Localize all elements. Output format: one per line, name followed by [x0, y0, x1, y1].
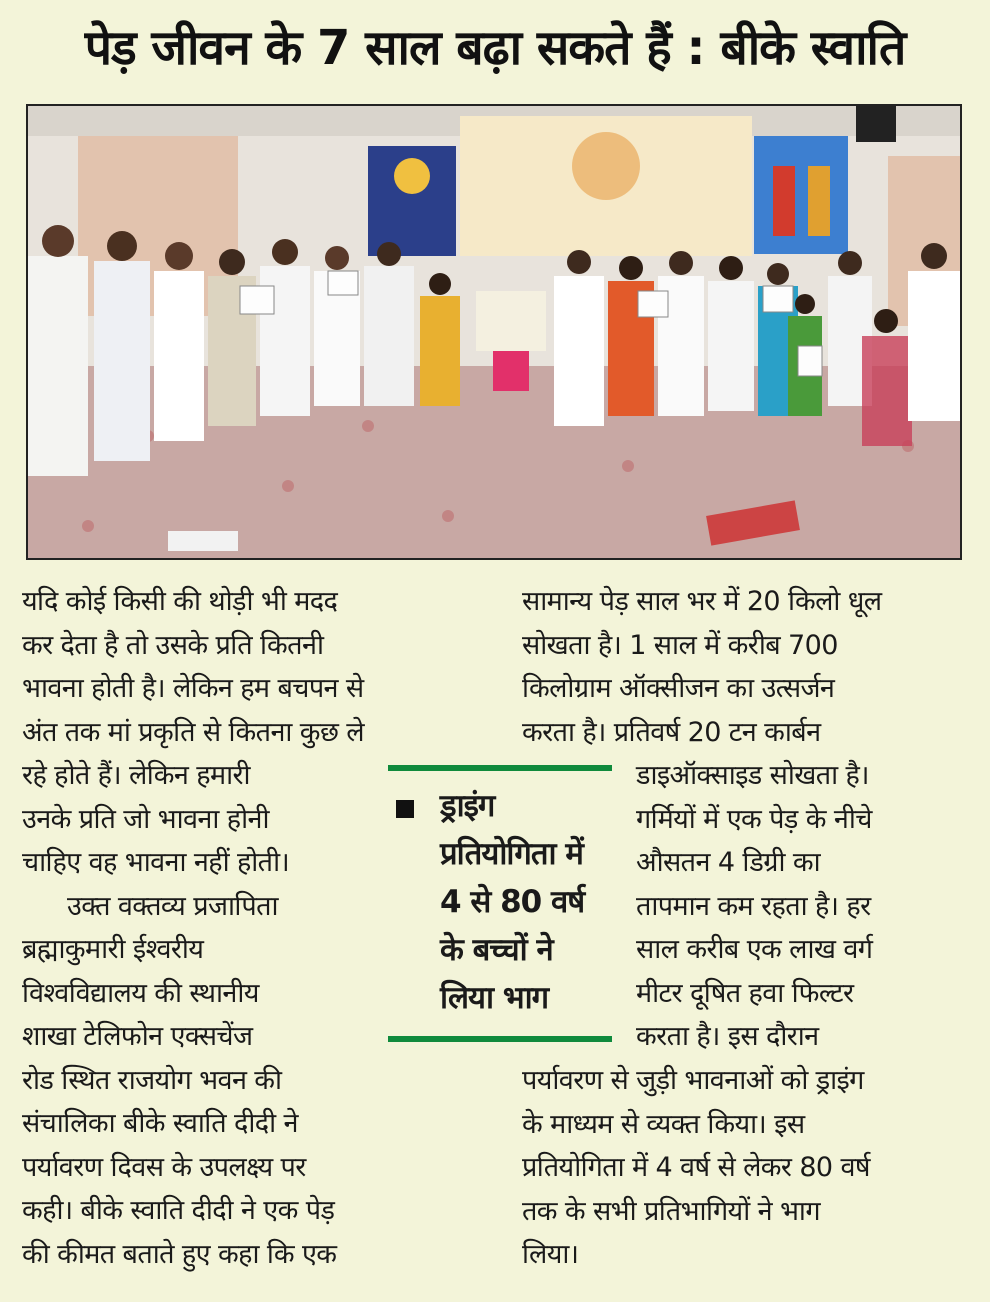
text-line: गर्मियों में एक पेड़ के नीचे	[636, 803, 872, 835]
left-column	[22, 580, 364, 1276]
right-column-bottom	[522, 1059, 870, 1277]
text-line: पर्यावरण से जुड़ी भावनाओं को ड्राइंग	[522, 1065, 864, 1096]
text-line: करता है। प्रतिवर्ष 20 टन कार्बन	[522, 716, 821, 748]
group-photo-illustration	[28, 106, 960, 558]
text-line: डाइऑक्साइड सोखता है।	[636, 760, 869, 791]
text-line: तापमान कम रहता है। हर	[636, 890, 871, 922]
right-column-middle	[636, 754, 872, 1059]
text-line: कही। बीके स्वाति दीदी ने एक पेड़	[22, 1195, 335, 1226]
text-line: भावना होती है। लेकिन हम बचपन से	[22, 673, 364, 704]
text-line: साल करीब एक लाख वर्ग	[636, 934, 873, 965]
text-line: ब्रह्माकुमारी ईश्वरीय	[22, 934, 204, 965]
text-line: उनके प्रति जो भावना होनी	[22, 803, 269, 835]
text-line: रोड स्थित राजयोग भवन की	[22, 1064, 282, 1096]
text-line: कर देता है तो उसके प्रति कितनी	[22, 629, 324, 661]
text-line: रहे होते हैं। लेकिन हमारी	[22, 760, 250, 791]
news-photo	[26, 104, 962, 560]
text-line: शाखा टेलिफोन एक्सचेंज	[22, 1021, 253, 1052]
text-line: यदि कोई किसी की थोड़ी भी मदद	[22, 586, 338, 617]
pull-quote-bottom-rule	[388, 1036, 612, 1042]
text-line: तक के सभी प्रतिभागियों ने भाग	[522, 1195, 820, 1227]
text-line: उक्त वक्तव्य प्रजापिता	[67, 890, 278, 922]
square-bullet-icon	[396, 800, 414, 818]
pull-quote-line: ड्राइंग	[440, 788, 495, 824]
pull-quote-line: लिया भाग	[440, 980, 549, 1016]
text-line: लिया।	[522, 1239, 579, 1270]
text-line: औसतन 4 डिग्री का	[636, 847, 820, 878]
pull-quote-line: प्रतियोगिता में	[440, 836, 583, 872]
text-line: संचालिका बीके स्वाति दीदी ने	[22, 1108, 298, 1139]
text-line: सोखता है। 1 साल में करीब 700	[522, 629, 838, 661]
text-line: की कीमत बताते हुए कहा कि एक	[22, 1238, 337, 1270]
text-line: अंत तक मां प्रकृति से कितना कुछ ले	[22, 716, 364, 748]
text-line: विश्वविद्यालय की स्थानीय	[22, 977, 259, 1009]
text-line: चाहिए वह भावना नहीं होती।	[22, 847, 290, 878]
text-line: सामान्य पेड़ साल भर में 20 किलो धूल	[522, 586, 882, 617]
text-line: करता है। इस दौरान	[636, 1021, 819, 1052]
text-line: प्रतियोगिता में 4 वर्ष से लेकर 80 वर्ष	[522, 1152, 870, 1183]
pull-quote-line: के बच्चों ने	[440, 932, 553, 968]
right-column-top	[522, 580, 881, 754]
text-line: के माध्यम से व्यक्त किया। इस	[522, 1108, 805, 1140]
headline: पेड़ जीवन के 7 साल बढ़ा सकते हैं : बीके स्वाति	[84, 20, 906, 76]
text-line: मीटर दूषित हवा फिल्टर	[636, 977, 854, 1009]
text-line: किलोग्राम ऑक्सीजन का उत्सर्जन	[522, 673, 835, 704]
text-line: पर्यावरण दिवस के उपलक्ष्य पर	[22, 1151, 306, 1183]
pull-quote	[440, 782, 640, 1022]
pull-quote-line: 4 से 80 वर्ष	[440, 884, 585, 920]
pull-quote-top-rule	[388, 765, 612, 771]
